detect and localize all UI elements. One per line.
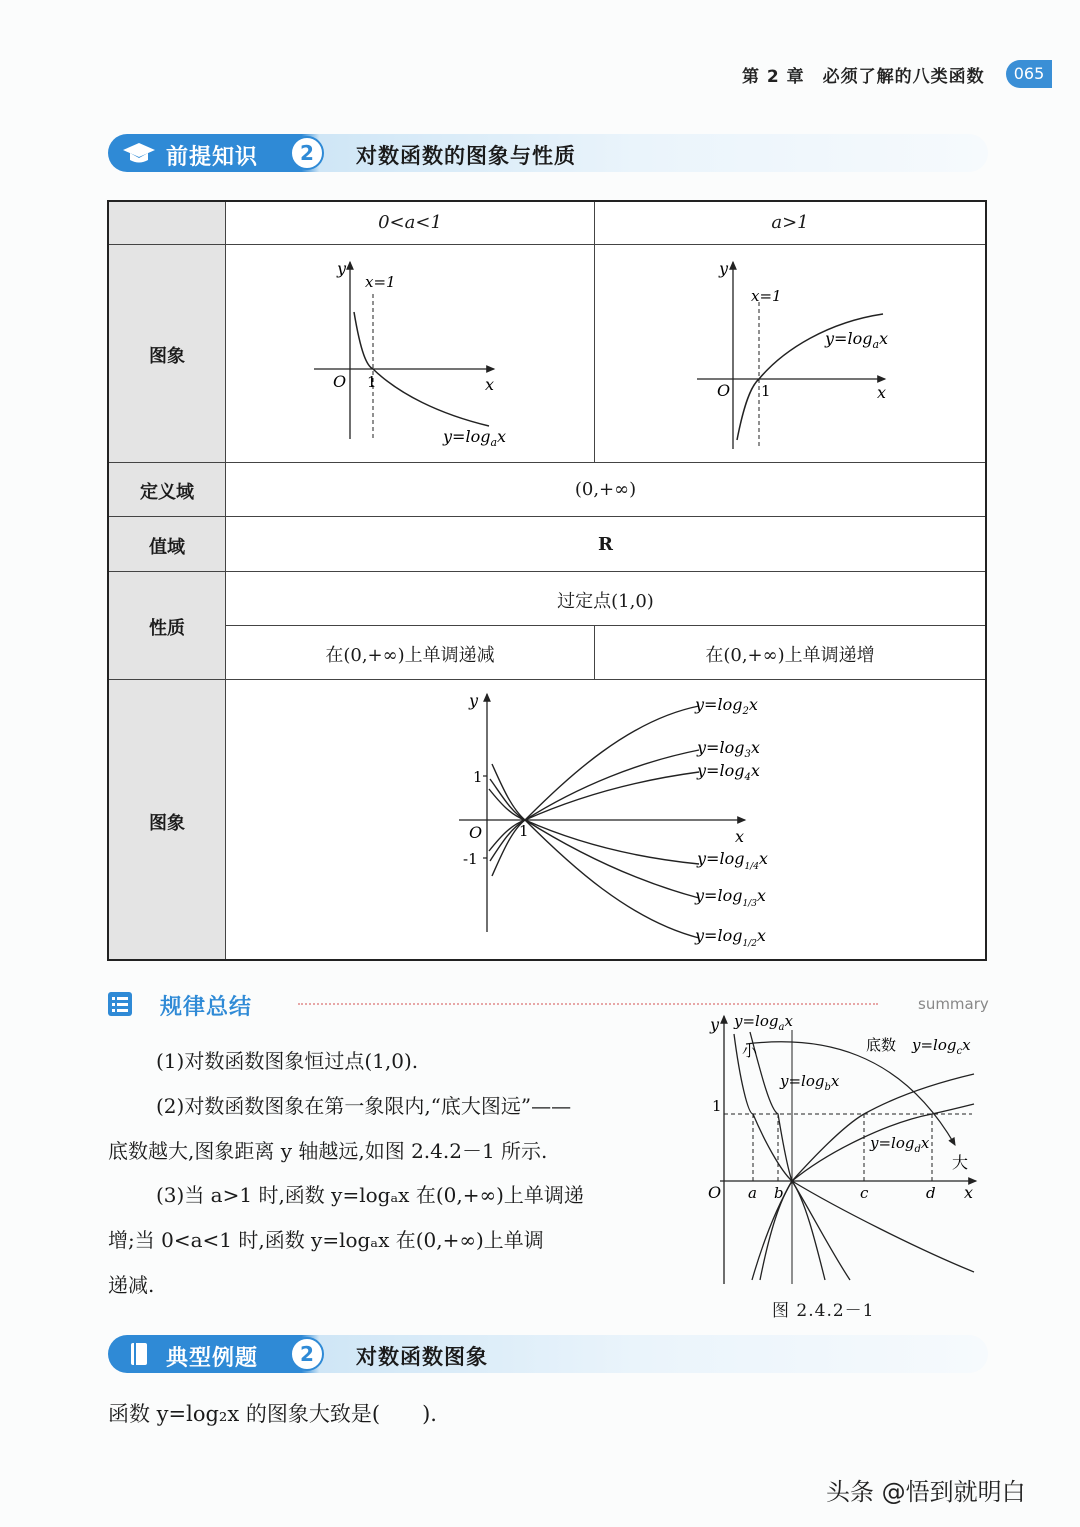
x-eq-1-label: x=1 <box>365 273 396 291</box>
col-header-a-lt-1: 0<a<1 <box>378 212 442 233</box>
x-axis-label: x <box>735 827 745 846</box>
label-log-half: $y=\log_{1/2}x$ <box>695 926 766 949</box>
label-log2: $y=\log_2x$ <box>695 695 758 717</box>
summary-en-label: summary <box>918 995 989 1013</box>
section-banner-prerequisite <box>108 134 988 172</box>
x-axis-label: x <box>964 1183 974 1202</box>
summary-point-2a: (2)对数函数图象在第一象限内,“底大图远”—— <box>156 1094 572 1118</box>
summary-point-3b: 增;当 0<a<1 时,函数 y=logₐx 在(0,+∞)上单调 <box>108 1228 544 1252</box>
section-title: 对数函数的图象与性质 <box>356 144 576 168</box>
domain-value: (0,+∞) <box>574 479 637 500</box>
graduation-cap-icon <box>122 141 156 165</box>
base-label: 底数 <box>866 1036 897 1054</box>
summary-point-3a: (3)当 a>1 时,函数 y=logₐx 在(0,+∞)上单调递 <box>156 1183 584 1207</box>
label-log3: $y=\log_3x$ <box>697 738 760 760</box>
summary-point-1: (1)对数函数图象恒过点(1,0). <box>156 1049 419 1073</box>
label-log-d: $y=\log_dx$ <box>870 1134 930 1155</box>
range-value: R <box>598 534 613 555</box>
section-banner-example <box>108 1335 988 1373</box>
section-label: 前提知识 <box>166 145 259 170</box>
summary-point-3c: 递减. <box>108 1273 155 1297</box>
decreasing-property: 在(0,+∞)上单调递减 <box>325 645 495 666</box>
graph-log-increasing <box>689 254 904 454</box>
fixed-point: 过定点(1,0) <box>557 591 654 612</box>
label-log-b: $y=\log_bx$ <box>780 1072 840 1093</box>
tick-d: d <box>926 1184 936 1202</box>
example-question: 函数 y=log₂x 的图象大致是( ). <box>108 1402 437 1426</box>
list-icon <box>108 992 132 1016</box>
tick-c: c <box>860 1184 869 1202</box>
row-label-graph: 图象 <box>149 346 185 367</box>
figure-caption: 图 2.4.2－1 <box>772 1301 875 1321</box>
section-number: 2 <box>290 1337 324 1371</box>
origin-label: O <box>333 372 347 391</box>
one-label: 1 <box>712 1097 722 1115</box>
x-axis-label: x <box>485 375 495 394</box>
tick-minus-1-label: -1 <box>463 850 478 868</box>
summary-divider <box>298 1003 878 1005</box>
x-eq-1-label: x=1 <box>751 287 782 305</box>
watermark: 头条 @悟到就明白 <box>826 1478 1026 1506</box>
graph-log-decreasing <box>309 254 519 454</box>
tick-b: b <box>774 1184 784 1202</box>
summary-point-2b: 底数越大,图象距离 y 轴越远,如图 2.4.2－1 所示. <box>108 1139 548 1163</box>
y-axis-label: y <box>469 691 479 710</box>
label-log-c: $y=\log_cx$ <box>912 1036 971 1057</box>
graph-log-family <box>439 686 779 958</box>
notebook-icon <box>122 1342 156 1366</box>
row-label-range: 值域 <box>149 537 185 558</box>
chapter-title: 第 2 章 必须了解的八类函数 <box>742 67 985 87</box>
small-label: 小 <box>742 1042 758 1060</box>
x-axis-label: x <box>877 383 887 402</box>
figure-base-comparison <box>700 1010 990 1290</box>
tick-a: a <box>748 1184 757 1202</box>
curve-label: $y=\log_ax$ <box>825 329 889 351</box>
col-header-a-gt-1: a>1 <box>771 212 809 233</box>
y-axis-label: y <box>337 259 347 278</box>
increasing-property: 在(0,+∞)上单调递增 <box>705 645 875 666</box>
label-log4: $y=\log_4x$ <box>697 761 760 783</box>
tick-1-label: 1 <box>473 768 483 786</box>
summary-title: 规律总结 <box>160 995 253 1020</box>
row-label-domain: 定义域 <box>140 482 194 503</box>
y-axis-label: y <box>710 1015 720 1034</box>
origin-label: O <box>717 381 731 400</box>
big-label: 大 <box>952 1153 969 1172</box>
label-log-third: $y=\log_{1/3}x$ <box>695 886 766 909</box>
x-one-label: 1 <box>519 822 529 840</box>
log-properties-table <box>107 200 987 961</box>
section-title: 对数函数图象 <box>356 1345 488 1369</box>
label-log-a: $y=\log_ax$ <box>734 1012 793 1033</box>
one-label: 1 <box>761 382 771 400</box>
section-number: 2 <box>290 136 324 170</box>
origin-label: O <box>708 1183 722 1202</box>
one-label: 1 <box>367 373 377 391</box>
section-label: 典型例题 <box>166 1346 259 1371</box>
row-header-column <box>109 202 226 959</box>
row-label-properties: 性质 <box>149 618 185 639</box>
row-label-graph-2: 图象 <box>149 813 185 834</box>
page-number: 065 <box>1006 60 1052 88</box>
y-axis-label: y <box>719 259 729 278</box>
origin-label: O <box>469 823 483 842</box>
curve-label: $y=\log_ax$ <box>443 427 507 449</box>
label-log-quarter: $y=\log_{1/4}x$ <box>697 849 768 872</box>
